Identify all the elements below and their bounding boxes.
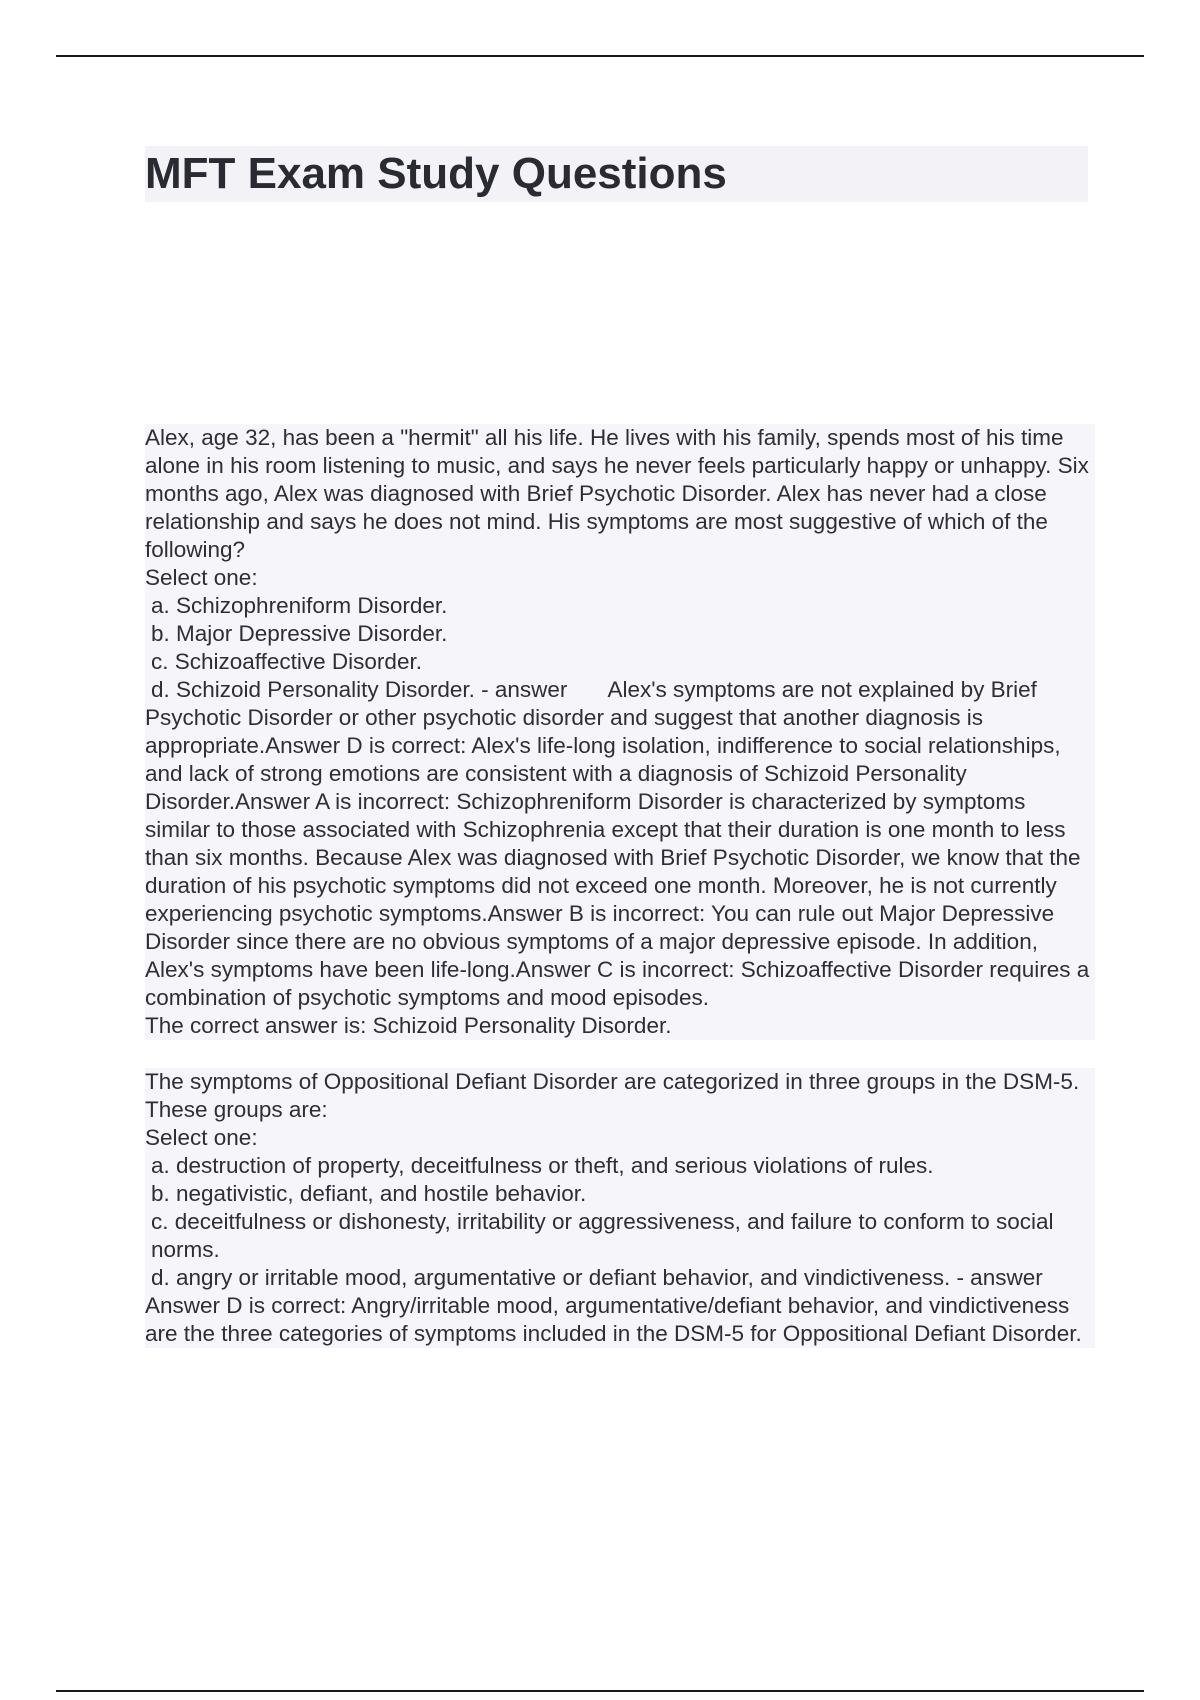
- option-c: c. Schizoaffective Disorder.: [151, 649, 422, 674]
- option-a: a. destruction of property, deceitfulness or theft, and serious violations of rules.: [151, 1153, 934, 1178]
- question-stem: Alex, age 32, has been a "hermit" all his life. He lives with his family, spends most of his time alone in his room listening to music, and says he never feels particularly happy or unhappy. Six months ago, Alex was diagnosed with Brief Psychotic Disorder. Alex has never had a close relationship and says he does not mind. His symptoms are most suggestive of which of the following?: [145, 425, 1089, 562]
- answer-paragraph: [145, 676, 1095, 1012]
- option-d: d. angry or irritable mood, argumentative or defiant behavior, and vindictiveness. - answer: [151, 1265, 1043, 1290]
- option-c: c. deceitfulness or dishonesty, irritability or aggressiveness, and failure to conform to social norms.: [151, 1209, 1054, 1262]
- document-body: [145, 424, 1095, 1348]
- question-block-1: [145, 424, 1095, 1040]
- question-stem: The symptoms of Oppositional Defiant Disorder are categorized in three groups in the DSM-5. These groups are:: [145, 1069, 1080, 1122]
- question-block-2: [145, 1068, 1095, 1348]
- answer-explanation: Answer D is correct: Angry/irritable mood, argumentative/defiant behavior, and vindictiveness are the three categories of symptoms included in the DSM-5 for Oppositional Defiant Disorder.: [145, 1293, 1082, 1346]
- option-a: a. Schizophreniform Disorder.: [151, 593, 448, 618]
- correct-answer: The correct answer is: Schizoid Personality Disorder.: [145, 1013, 672, 1038]
- option-b: b. negativistic, defiant, and hostile behavior.: [151, 1181, 587, 1206]
- answer-paragraph: [145, 1264, 1095, 1348]
- top-rule: [56, 55, 1144, 57]
- answer-explanation: Alex's symptoms are not explained by Brief Psychotic Disorder or other psychotic disorder and suggest that another diagnosis is appropriate.Answer D is correct: Alex's life-long isolation, indifference to social relationships, and lack of strong emotions are consistent with a diagnosis of Schizoid Personality Disorder.Answer A is incorrect: Schizophreniform Disorder is characterized by symptoms similar to those associated with Schizophrenia except that their duration is one month to less than six months. Because Alex was diagnosed with Brief Psychotic Disorder, we know that the duration of his psychotic symptoms did not exceed one month. Moreover, he is not currently experiencing psychotic symptoms.Answer B is incorrect: You can rule out Major Depressive Disorder since there are no obvious symptoms of a major depressive episode. In addition, Alex's symptoms have been life-long.Answer C is incorrect: Schizoaffective Disorder requires a combination of psychotic symptoms and mood episodes.: [145, 677, 1090, 1010]
- bottom-rule: [56, 1690, 1144, 1692]
- select-label: Select one:: [145, 565, 258, 590]
- select-label: Select one:: [145, 1125, 258, 1150]
- page-title: MFT Exam Study Questions: [145, 149, 727, 198]
- option-d: d. Schizoid Personality Disorder. - answer: [151, 677, 568, 702]
- option-b: b. Major Depressive Disorder.: [151, 621, 448, 646]
